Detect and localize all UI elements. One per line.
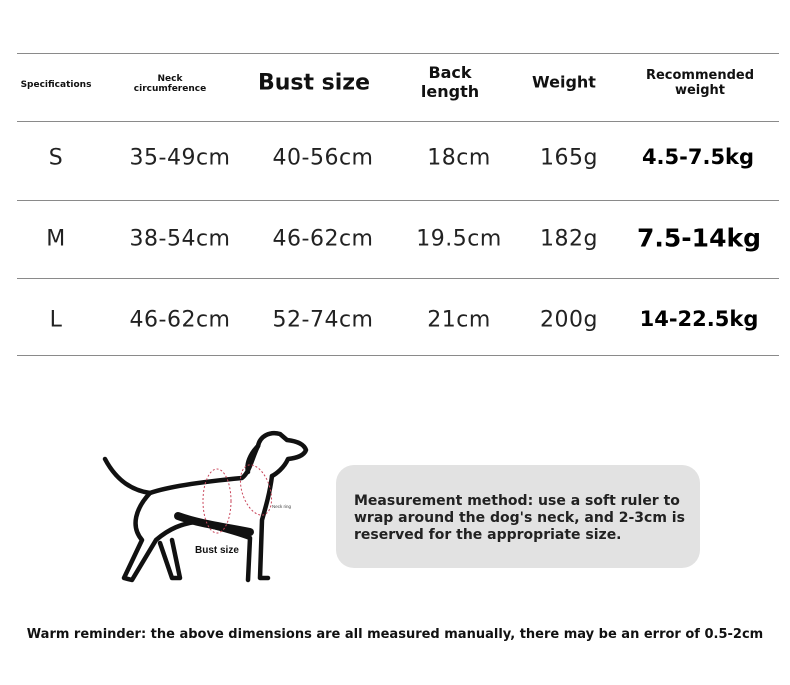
neck-measure-loop-icon: [235, 461, 278, 519]
neck-ring-label: Neck ring: [272, 504, 292, 509]
row-s-weight: 165g: [540, 145, 598, 171]
header-neck-line2: circumference: [133, 84, 207, 94]
row-s-recommended: 4.5-7.5kg: [641, 145, 755, 169]
row-s-neck: 35-49cm: [129, 145, 231, 171]
header-bust-size: Bust size: [257, 70, 371, 96]
row-l-bust: 52-74cm: [272, 307, 374, 333]
row-m-back: 19.5cm: [416, 226, 502, 252]
dog-measurement-diagram: [100, 428, 315, 590]
row-m-size: M: [46, 226, 66, 252]
row-m-neck: 38-54cm: [129, 226, 231, 252]
row-l-recommended: 14-22.5kg: [639, 307, 759, 331]
row-s-back: 18cm: [427, 145, 491, 171]
table-bottom-rule: [17, 355, 779, 356]
header-back-line1: Back: [428, 63, 472, 82]
header-neck-circumference: [134, 74, 206, 94]
header-recommended-weight: [646, 68, 754, 98]
row-s-bust: 40-56cm: [272, 145, 374, 171]
row-l-back: 21cm: [427, 307, 491, 333]
row-rule-m: [17, 278, 779, 279]
header-recommended-line1: Recommended: [645, 68, 755, 83]
table-top-rule: [17, 53, 779, 54]
header-rule: [17, 121, 779, 122]
header-weight: Weight: [532, 72, 596, 92]
row-l-weight: 200g: [540, 307, 598, 333]
header-back-line2: length: [420, 82, 480, 101]
row-l-neck: 46-62cm: [129, 307, 231, 333]
header-neck-line1: Neck: [157, 74, 183, 84]
header-specifications: Specifications: [20, 80, 92, 90]
header-back-length: [421, 63, 479, 101]
measurement-note: Measurement method: use a soft ruler to wrap around the dog's neck, and 2-3cm is reserved for the appropriate size.: [354, 493, 685, 543]
header-recommended-line2: weight: [674, 83, 726, 98]
row-s-size: S: [48, 145, 64, 171]
warm-reminder: Warm reminder: the above dimensions are all measured manually, there may be an error of 0.5-2cm: [26, 627, 764, 642]
row-l-size: L: [49, 307, 63, 333]
row-rule-s: [17, 200, 779, 201]
row-m-recommended: 7.5-14kg: [637, 223, 761, 253]
row-m-weight: 182g: [540, 226, 598, 252]
bust-size-label: Bust size: [195, 545, 239, 556]
row-m-bust: 46-62cm: [272, 226, 374, 252]
